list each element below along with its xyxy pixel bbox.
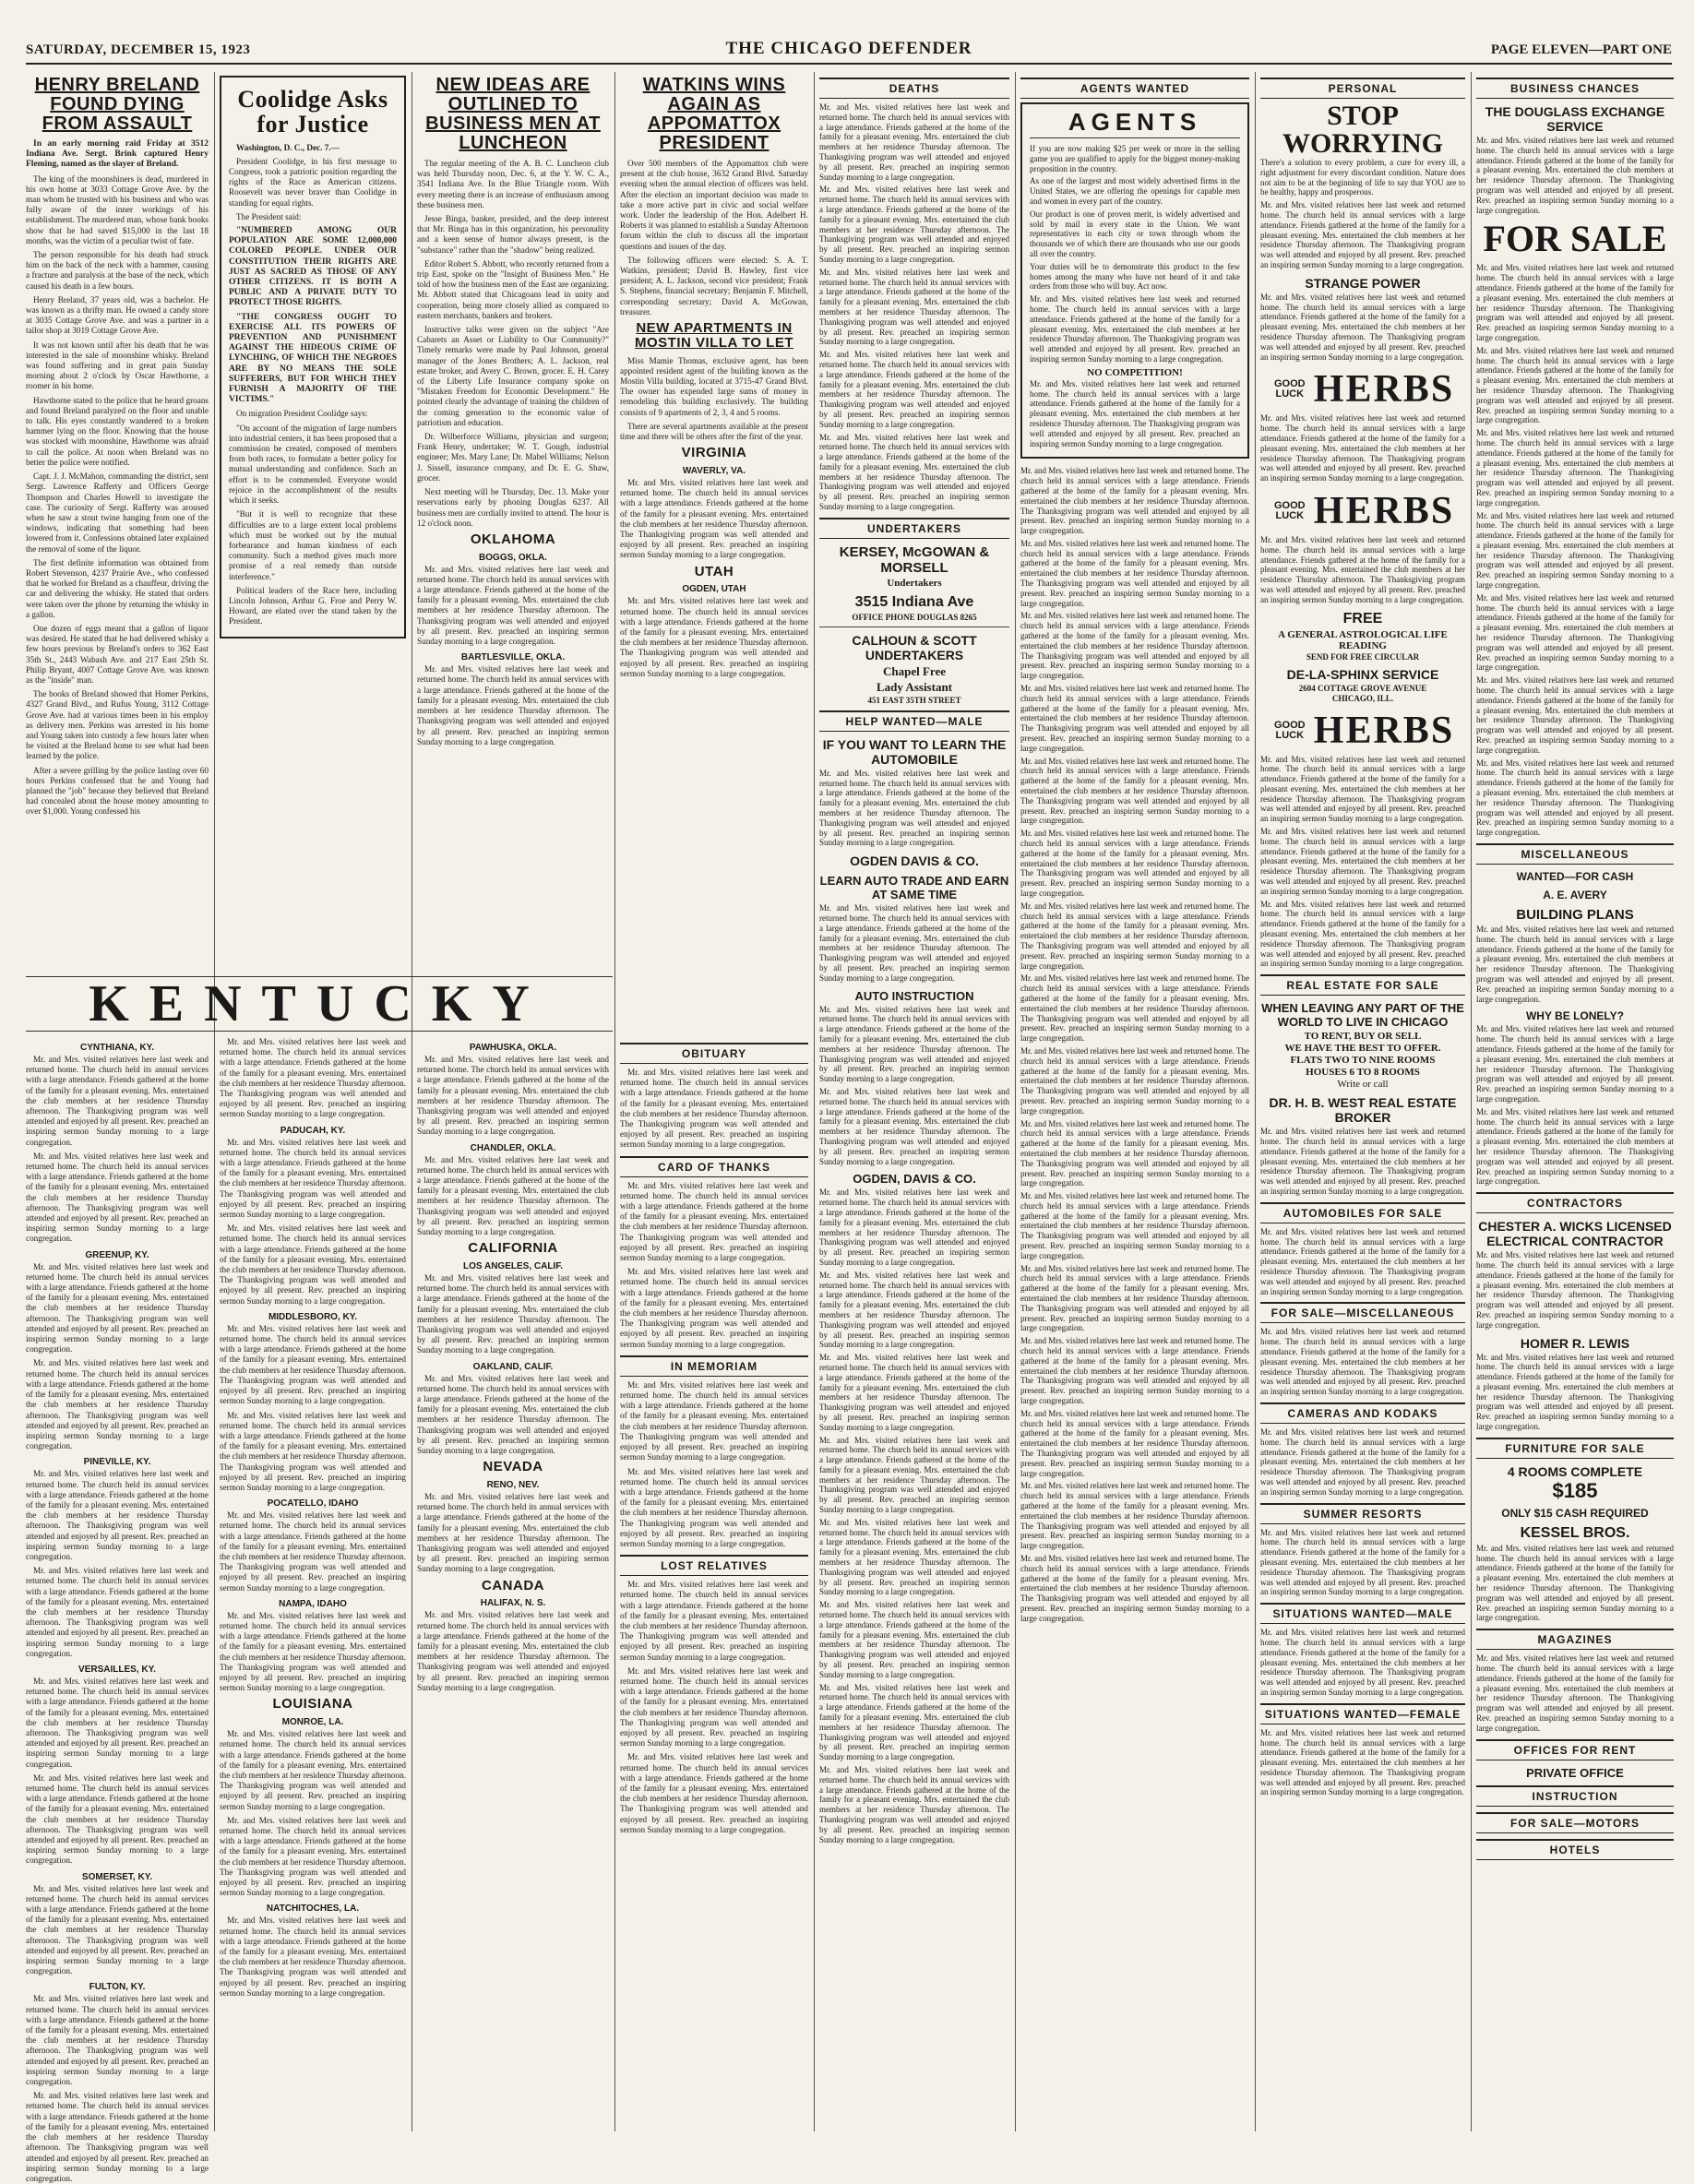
dateline: MIDDLESBORO, KY. [268, 1311, 358, 1322]
filler-paragraph: Mr. and Mrs. visited relatives here last week and returned home. The church held its annual services with a large attendance. Friends gathered at the home of the family for a pleasant evening. Mrs. entertained the club members at her residence Thursday afternoon. The Thanksgiving program was well attended and enjoyed by all present. Rev. preached an inspiring sermon Sunday morning to a large congregation. [819, 267, 1009, 347]
column-rule [1471, 72, 1472, 2131]
personal-paragraph: There's a solution to every problem, a cure for every ill, a right adjustment for every discordant condition. Nature does not aim to be at the beginning of life to say that YOU are to be healthy, happy and prosperous. [1260, 158, 1465, 197]
section-utah: UTAH [694, 563, 734, 579]
filler-paragraph: Mr. and Mrs. visited relatives here last week and returned home. The church held its annual services with a large attendance. Friends gathered at the home of the family for a pleasant evening. Mrs. entertained the club members at her residence Thursday afternoon. The Thanksgiving program was well attended and enjoyed by all present. Rev. preached an inspiring sermon Sunday morning to a large congregation. [819, 1600, 1009, 1679]
classifieds-col5 [819, 72, 1009, 2131]
classifieds-col8 [1476, 72, 1674, 2131]
section-obituary: OBITUARY [620, 1043, 808, 1064]
classifieds-col7 [1260, 72, 1465, 2131]
headline-mostin: NEW APARTMENTS IN MOSTIN VILLA TO LET [635, 320, 793, 351]
filler-paragraph: Mr. and Mrs. visited relatives here last week and returned home. The church held its annual services with a large attendance. Friends gathered at the home of the family for a pleasant evening. Mrs. entertained the club members at her residence Thursday afternoon. The Thanksgiving program was well attended and enjoyed by all present. Rev. preached an inspiring sermon Sunday morning to a large congregation. [26, 1055, 209, 1147]
filler-paragraph: Mr. and Mrs. visited relatives here last week and returned home. The church held its annual services with a large attendance. Friends gathered at the home of the family for a pleasant evening. Mrs. entertained the club members at her residence Thursday afternoon. The Thanksgiving program was well attended and enjoyed by all present. Rev. preached an inspiring sermon Sunday morning to a large congregation. [220, 1223, 406, 1306]
filler-paragraph: Mr. and Mrs. visited relatives here last week and returned home. The church held its annual services with a large attendance. Friends gathered at the home of the family for a pleasant evening. Mrs. entertained the club members at her residence Thursday afternoon. The Thanksgiving program was well attended and enjoyed by all present. Rev. preached an inspiring sermon Sunday morning to a large congregation. [1030, 294, 1240, 364]
agents-paragraph: As one of the largest and most widely advertised firms in the United States, we are offering the openings for capable men and women in every part of the country. [1030, 176, 1240, 206]
dateline: PADUCAH, KY. [280, 1125, 346, 1136]
dateline: NAMPA, IDAHO [279, 1598, 347, 1609]
rooms-complete: 4 ROOMS COMPLETE [1507, 1463, 1643, 1479]
filler-paragraph: Mr. and Mrs. visited relatives here last week and returned home. The church held its annual services with a large attendance. Friends gathered at the home of the family for a pleasant evening. Mrs. entertained the club members at her residence Thursday afternoon. The Thanksgiving program was well attended and enjoyed by all present. Rev. preached an inspiring sermon Sunday morning to a large congregation. [620, 1665, 808, 1748]
filler-paragraph: Mr. and Mrs. visited relatives here last week and returned home. The church held its annual services with a large attendance. Friends gathered at the home of the family for a pleasant evening. Mrs. entertained the club members at her residence Thursday afternoon. The Thanksgiving program was well attended and enjoyed by all present. Rev. preached an inspiring sermon Sunday morning to a large congregation. [620, 596, 808, 678]
filler-paragraph: Mr. and Mrs. visited relatives here last week and returned home. The church held its annual services with a large attendance. Friends gathered at the home of the family for a pleasant evening. Mrs. entertained the club members at her residence Thursday afternoon. The Thanksgiving program was well attended and enjoyed by all present. Rev. preached an inspiring sermon Sunday morning to a large congregation. [1476, 758, 1674, 838]
luck-label: LUCK [1275, 729, 1305, 741]
filler-paragraph: Mr. and Mrs. visited relatives here last week and returned home. The church held its annual services with a large attendance. Friends gathered at the home of the family for a pleasant evening. Mrs. entertained the club members at her residence Thursday afternoon. The Thanksgiving program was well attended and enjoyed by all present. Rev. preached an inspiring sermon Sunday morning to a large congregation. [819, 350, 1009, 429]
filler-paragraph: Mr. and Mrs. visited relatives here last week and returned home. The church held its annual services with a large attendance. Friends gathered at the home of the family for a pleasant evening. Mrs. entertained the club members at her residence Thursday afternoon. The Thanksgiving program was well attended and enjoyed by all present. Rev. preached an inspiring sermon Sunday morning to a large congregation. [1476, 675, 1674, 755]
herbs-title: HERBS [1313, 368, 1455, 412]
filler-paragraph: Mr. and Mrs. visited relatives here last week and returned home. The church held its annual services with a large attendance. Friends gathered at the home of the family for a pleasant evening. Mrs. entertained the club members at her residence Thursday afternoon. The Thanksgiving program was well attended and enjoyed by all present. Rev. preached an inspiring sermon Sunday morning to a large congregation. [1260, 413, 1465, 483]
filler-paragraph: Mr. and Mrs. visited relatives here last week and returned home. The church held its annual services with a large attendance. Friends gathered at the home of the family for a pleasant evening. Mrs. entertained the club members at her residence Thursday afternoon. The Thanksgiving program was well attended and enjoyed by all present. Rev. preached an inspiring sermon Sunday morning to a large congregation. [220, 1815, 406, 1898]
filler-paragraph: Mr. and Mrs. visited relatives here last week and returned home. The church held its annual services with a large attendance. Friends gathered at the home of the family for a pleasant evening. Mrs. entertained the club members at her residence Thursday afternoon. The Thanksgiving program was well attended and enjoyed by all present. Rev. preached an inspiring sermon Sunday morning to a large congregation. [1020, 466, 1249, 536]
good-label: GOOD [1273, 499, 1306, 511]
luck-label: LUCK [1275, 388, 1305, 400]
filler-paragraph: Mr. and Mrs. visited relatives here last week and returned home. The church held its annual services with a large attendance. Friends gathered at the home of the family for a pleasant evening. Mrs. entertained the club members at her residence Thursday afternoon. The Thanksgiving program was well attended and enjoyed by all present. Rev. preached an inspiring sermon Sunday morning to a large congregation. [1020, 756, 1249, 826]
wicks-title: CHESTER A. WICKS LICENSED ELECTRICAL CONTRACTOR [1478, 1219, 1672, 1249]
filler-paragraph: Mr. and Mrs. visited relatives here last week and returned home. The church held its annual services with a large attendance. Friends gathered at the home of the family for a pleasant evening. Mrs. entertained the club members at her residence Thursday afternoon. The Thanksgiving program was well attended and enjoyed by all present. Rev. preached an inspiring sermon Sunday morning to a large congregation. [819, 1765, 1009, 1844]
filler-paragraph: Mr. and Mrs. visited relatives here last week and returned home. The church held its annual services with a large attendance. Friends gathered at the home of the family for a pleasant evening. Mrs. entertained the club members at her residence Thursday afternoon. The Thanksgiving program was well attended and enjoyed by all present. Rev. preached an inspiring sermon Sunday morning to a large congregation. [1260, 899, 1465, 969]
furniture-price: $185 [1552, 1478, 1598, 1502]
ad-kersey: KERSEY, McGOWAN & MORSELL [839, 543, 990, 576]
filler-paragraph: Mr. and Mrs. visited relatives here last week and returned home. The church held its annual services with a large attendance. Friends gathered at the home of the family for a pleasant evening. Mrs. entertained the club members at her residence Thursday afternoon. The Thanksgiving program was well attended and enjoyed by all present. Rev. preached an inspiring sermon Sunday morning to a large congregation. [1476, 1106, 1674, 1187]
agents-title: AGENTS [1030, 110, 1240, 138]
article-luncheon [417, 72, 609, 972]
filler-paragraph: Mr. and Mrs. visited relatives here last week and returned home. The church held its annual services with a large attendance. Friends gathered at the home of the family for a pleasant evening. Mrs. entertained the club members at her residence Thursday afternoon. The Thanksgiving program was well attended and enjoyed by all present. Rev. preached an inspiring sermon Sunday morning to a large congregation. [620, 1267, 808, 1349]
column-rule [1255, 72, 1256, 2131]
ad-line: FLATS TWO TO NINE ROOMS [1290, 1055, 1436, 1067]
section-resorts: SUMMER RESORTS [1260, 1503, 1465, 1524]
ad-line: HOUSES 6 TO 8 ROOMS [1306, 1067, 1420, 1079]
filler-paragraph: Mr. and Mrs. visited relatives here last week and returned home. The church held its annual services with a large attendance. Friends gathered at the home of the family for a pleasant evening. Mrs. entertained the club members at her residence Thursday afternoon. The Thanksgiving program was well attended and enjoyed by all present. Rev. preached an inspiring sermon Sunday morning to a large congregation. [1020, 1553, 1249, 1623]
filler-paragraph: Mr. and Mrs. visited relatives here last week and returned home. The church held its annual services with a large attendance. Friends gathered at the home of the family for a pleasant evening. Mrs. entertained the club members at her residence Thursday afternoon. The Thanksgiving program was well attended and enjoyed by all present. Rev. preached an inspiring sermon Sunday morning to a large congregation. [1260, 1327, 1465, 1397]
avery-title: A. E. AVERY [1543, 889, 1607, 901]
section-canada: CANADA [482, 1577, 544, 1593]
filler-paragraph: Mr. and Mrs. visited relatives here last week and returned home. The church held its annual services with a large attendance. Friends gathered at the home of the family for a pleasant evening. Mrs. entertained the club members at her residence Thursday afternoon. The Thanksgiving program was well attended and enjoyed by all present. Rev. preached an inspiring sermon Sunday morning to a large congregation. [819, 1087, 1009, 1166]
article-paragraph: It was not known until after his death that he was interested in the sale of moonshine whisky. Breland was found suffering and in great pain Sunday morning about 2 o'clock by Oscar Hawthorne, a roomer in his home. [26, 340, 209, 391]
stop-worrying: STOP WORRYING [1282, 101, 1443, 159]
article-paragraph: Next meeting will be Thursday, Dec. 13. Make your reservations early by phoning Douglas 6237. All business men are cordially invited to attend. The hour is 12 o'clock noon. [417, 487, 609, 528]
section-personal: PERSONAL [1260, 78, 1465, 99]
section-business-chances: BUSINESS CHANCES [1476, 78, 1674, 99]
ad-learn-auto: IF YOU WANT TO LEARN THE AUTOMOBILE [822, 736, 1007, 767]
filler-paragraph: Mr. and Mrs. visited relatives here last week and returned home. The church held its annual services with a large attendance. Friends gathered at the home of the family for a pleasant evening. Mrs. entertained the club members at her residence Thursday afternoon. The Thanksgiving program was well attended and enjoyed by all present. Rev. preached an inspiring sermon Sunday morning to a large congregation. [417, 564, 609, 647]
ad-ogden: OGDEN DAVIS & CO. [850, 853, 979, 869]
filler-paragraph: Mr. and Mrs. visited relatives here last week and returned home. The church held its annual services with a large attendance. Friends gathered at the home of the family for a pleasant evening. Mrs. entertained the club members at her residence Thursday afternoon. The Thanksgiving program was well attended and enjoyed by all present. Rev. preached an inspiring sermon Sunday morning to a large congregation. [1476, 925, 1674, 1004]
good-label: GOOD [1273, 719, 1306, 731]
section-sit-female: SITUATIONS WANTED—FEMALE [1260, 1703, 1465, 1725]
filler-paragraph: Mr. and Mrs. visited relatives here last week and returned home. The church held its annual services with a large attendance. Friends gathered at the home of the family for a pleasant evening. Mrs. entertained the club members at her residence Thursday afternoon. The Thanksgiving program was well attended and enjoyed by all present. Rev. preached an inspiring sermon Sunday morning to a large congregation. [26, 1469, 209, 1561]
filler-paragraph: Mr. and Mrs. visited relatives here last week and returned home. The church held its annual services with a large attendance. Friends gathered at the home of the family for a pleasant evening. Mrs. entertained the club members at her residence Thursday afternoon. The Thanksgiving program was well attended and enjoyed by all present. Rev. preached an inspiring sermon Sunday morning to a large congregation. [220, 1037, 406, 1119]
ad-line: 451 EAST 35TH STREET [867, 695, 961, 705]
filler-paragraph: Mr. and Mrs. visited relatives here last week and returned home. The church held its annual services with a large attendance. Friends gathered at the home of the family for a pleasant evening. Mrs. entertained the club members at her residence Thursday afternoon. The Thanksgiving program was well attended and enjoyed by all present. Rev. preached an inspiring sermon Sunday morning to a large congregation. [819, 1435, 1009, 1515]
douglass-title: THE DOUGLASS EXCHANGE SERVICE [1485, 104, 1665, 134]
section-nevada: NEVADA [483, 1459, 543, 1475]
article-paragraph: The king of the moonshiners is dead, murdered in his own home at 3033 Cottage Grove Ave. by the man whom he trusted with his business and who was fully aware of the inner workings of his establishment. The murdered man, whose bank books show that he had saved $15,000 in the last 18 months, was the victim of a peculiar twist of fate. [26, 173, 209, 245]
filler-paragraph: Mr. and Mrs. visited relatives here last week and returned home. The church held its annual services with a large attendance. Friends gathered at the home of the family for a pleasant evening. Mrs. entertained the club members at her residence Thursday afternoon. The Thanksgiving program was well attended and enjoyed by all present. Rev. preached an inspiring sermon Sunday morning to a large congregation. [819, 102, 1009, 182]
section-sit-male: SITUATIONS WANTED—MALE [1260, 1603, 1465, 1624]
filler-paragraph: Mr. and Mrs. visited relatives here last week and returned home. The church held its annual services with a large attendance. Friends gathered at the home of the family for a pleasant evening. Mrs. entertained the club members at her residence Thursday afternoon. The Thanksgiving program was well attended and enjoyed by all present. Rev. preached an inspiring sermon Sunday morning to a large congregation. [620, 1068, 808, 1150]
filler-paragraph: Mr. and Mrs. visited relatives here last week and returned home. The church held its annual services with a large attendance. Friends gathered at the home of the family for a pleasant evening. Mrs. entertained the club members at her residence Thursday afternoon. The Thanksgiving program was well attended and enjoyed by all present. Rev. preached an inspiring sermon Sunday morning to a large congregation. [26, 1994, 209, 2087]
article-paragraph: The regular meeting of the A. B. C. Luncheon club was held Thursday noon, Dec. 6, at the Y. W. C. A., 3541 Indiana Ave. In the Blue Triangle room. With every meeting there is an increase of enthusiasm among these business men. [417, 159, 609, 209]
section-instruction: INSTRUCTION [1476, 1785, 1674, 1807]
good-label: GOOD [1273, 378, 1306, 390]
column-rule [214, 72, 215, 2131]
regional-news-3 [417, 1037, 609, 2131]
ad-line: 2604 COTTAGE GROVE AVENUE [1298, 683, 1427, 693]
filler-paragraph: Mr. and Mrs. visited relatives here last week and returned home. The church held its annual services with a large attendance. Friends gathered at the home of the family for a pleasant evening. Mrs. entertained the club members at her residence Thursday afternoon. The Thanksgiving program was well attended and enjoyed by all present. Rev. preached an inspiring sermon Sunday morning to a large congregation. [220, 1137, 406, 1220]
ad-line: CHICAGO, ILL. [1331, 693, 1394, 703]
for-sale-title: FOR SALE [1483, 218, 1667, 260]
section-oklahoma: OKLAHOMA [470, 531, 556, 547]
notices-4 [620, 1037, 808, 2131]
article-paragraph: Dr. Wilberforce Williams, physician and surgeon; Frank Henry, undertaker; W. T. Gough, industrial engineer; Mrs. Mary Lane; Dr. Mabel Williams; Nelson J. Sissell, insurance company, and Dr. E. G. Shaw, grocer. [417, 432, 609, 483]
filler-paragraph: Mr. and Mrs. visited relatives here last week and returned home. The church held its annual services with a large attendance. Friends gathered at the home of the family for a pleasant evening. Mrs. entertained the club members at her residence Thursday afternoon. The Thanksgiving program was well attended and enjoyed by all present. Rev. preached an inspiring sermon Sunday morning to a large congregation. [417, 1492, 609, 1574]
filler-paragraph: Mr. and Mrs. visited relatives here last week and returned home. The church held its annual services with a large attendance. Friends gathered at the home of the family for a pleasant evening. Mrs. entertained the club members at her residence Thursday afternoon. The Thanksgiving program was well attended and enjoyed by all present. Rev. preached an inspiring sermon Sunday morning to a large congregation. [1260, 292, 1465, 362]
dateline: GREENUP, KY. [85, 1249, 149, 1260]
filler-paragraph: Mr. and Mrs. visited relatives here last week and returned home. The church held its annual services with a large attendance. Friends gathered at the home of the family for a pleasant evening. Mrs. entertained the club members at her residence Thursday afternoon. The Thanksgiving program was well attended and enjoyed by all present. Rev. preached an inspiring sermon Sunday morning to a large congregation. [1020, 1191, 1249, 1260]
article-paragraph: The President said: [236, 211, 302, 221]
section-undertakers: UNDERTAKERS [819, 518, 1009, 539]
kentucky-news-1 [26, 1037, 209, 2183]
filler-paragraph: Mr. and Mrs. visited relatives here last week and returned home. The church held its annual services with a large attendance. Friends gathered at the home of the family for a pleasant evening. Mrs. entertained the club members at her residence Thursday afternoon. The Thanksgiving program was well attended and enjoyed by all present. Rev. preached an inspiring sermon Sunday morning to a large congregation. [220, 1729, 406, 1811]
ad-line: TO RENT, BUY OR SELL [1304, 1031, 1422, 1043]
article-paragraph: Miss Mamie Thomas, exclusive agent, has been appointed resident agent of the building known as the Mostin Villa building, located at 3715-47 Grand Blvd. The owner has expended large sums of money in remodeling this building exclusively. The building consists of 9 apartments of 2, 3, 4 and 5 rooms. [620, 355, 808, 417]
filler-paragraph: Mr. and Mrs. visited relatives here last week and returned home. The church held its annual services with a large attendance. Friends gathered at the home of the family for a pleasant evening. Mrs. entertained the club members at her residence Thursday afternoon. The Thanksgiving program was well attended and enjoyed by all present. Rev. preached an inspiring sermon Sunday morning to a large congregation. [1476, 1024, 1674, 1104]
section-agents-wanted: AGENTS WANTED [1020, 78, 1249, 99]
dateline: OAKLAND, CALIF. [472, 1361, 554, 1372]
filler-paragraph: Mr. and Mrs. visited relatives here last week and returned home. The church held its annual services with a large attendance. Friends gathered at the home of the family for a pleasant evening. Mrs. entertained the club members at her residence Thursday afternoon. The Thanksgiving program was well attended and enjoyed by all present. Rev. preached an inspiring sermon Sunday morning to a large congregation. [1260, 200, 1465, 269]
filler-paragraph: Mr. and Mrs. visited relatives here last week and returned home. The church held its annual services with a large attendance. Friends gathered at the home of the family for a pleasant evening. Mrs. entertained the club members at her residence Thursday afternoon. The Thanksgiving program was well attended and enjoyed by all present. Rev. preached an inspiring sermon Sunday morning to a large congregation. [417, 1273, 609, 1355]
filler-paragraph: Mr. and Mrs. visited relatives here last week and returned home. The church held its annual services with a large attendance. Friends gathered at the home of the family for a pleasant evening. Mrs. entertained the club members at her residence Thursday afternoon. The Thanksgiving program was well attended and enjoyed by all present. Rev. preached an inspiring sermon Sunday morning to a large congregation. [417, 1055, 609, 1137]
filler-paragraph: Mr. and Mrs. visited relatives here last week and returned home. The church held its annual services with a large attendance. Friends gathered at the home of the family for a pleasant evening. Mrs. entertained the club members at her residence Thursday afternoon. The Thanksgiving program was well attended and enjoyed by all present. Rev. preached an inspiring sermon Sunday morning to a large congregation. [1476, 428, 1674, 507]
dateline: NATCHITOCHES, LA. [266, 1904, 360, 1915]
article-paragraph: There are several apartments available at the present time and there will be others after the first of the year. [620, 421, 808, 441]
article-paragraph: One dozen of eggs meant that a gallon of liquor was desired. He stated that he had delivered whisky a few hours previous by Breland's orders to 362 East 35th St., 2443 Wabash Ave. and 217 East 25th St. Philip Bryant, 4007 Cottage Grove Ave. was known as the "inside" man. [26, 623, 209, 685]
ad-ogden-2: OGDEN, DAVIS & CO. [853, 1172, 976, 1187]
dateline: LOS ANGELES, CALIF. [463, 1261, 563, 1271]
headline-appomattox: WATKINS WINS AGAIN AS APPOMATTOX PRESIDENT [642, 75, 786, 153]
filler-paragraph: Mr. and Mrs. visited relatives here last week and returned home. The church held its annual services with a large attendance. Friends gathered at the home of the family for a pleasant evening. Mrs. entertained the club members at her residence Thursday afternoon. The Thanksgiving program was well attended and enjoyed by all present. Rev. preached an inspiring sermon Sunday morning to a large congregation. [1030, 378, 1240, 448]
article-paragraph: Instructive talks were given on the subject "Are Cabarets an Asset or Liability to Our Community?" Timely remarks were made by Paul Johnson, general manager of the Jones Brothers; A. L. Jackson, real estate broker, and Avery C. Brown, grocer. E. H. Carey of the Liberty Life Insurance company spoke on "Mistaken Freedom for Economic Development." He pointed clearly the advantage of training the children of the coming generation to the economic value of patriotism and education. [417, 325, 609, 427]
article-paragraph: Jesse Binga, banker, presided, and the deep interest that Mr. Binga has in this organization, his personality and a keen sense of humor always present, is the "substance" rather than the "shadow" being realized. [417, 214, 609, 255]
filler-paragraph: Mr. and Mrs. visited relatives here last week and returned home. The church held its annual services with a large attendance. Friends gathered at the home of the family for a pleasant evening. Mrs. entertained the club members at her residence Thursday afternoon. The Thanksgiving program was well attended and enjoyed by all present. Rev. preached an inspiring sermon Sunday morning to a large congregation. [1476, 1543, 1674, 1623]
filler-paragraph: Mr. and Mrs. visited relatives here last week and returned home. The church held its annual services with a large attendance. Friends gathered at the home of the family for a pleasant evening. Mrs. entertained the club members at her residence Thursday afternoon. The Thanksgiving program was well attended and enjoyed by all present. Rev. preached an inspiring sermon Sunday morning to a large congregation. [620, 1180, 808, 1263]
section-miscellaneous: MISCELLANEOUS [1476, 843, 1674, 865]
masthead [26, 31, 1672, 65]
article-paragraph: In an early morning raid Friday at 3512 Indiana Ave. Sergt. Brink captured Henry Fleming, named as the slayer of Breland. [26, 139, 209, 170]
filler-paragraph: Mr. and Mrs. visited relatives here last week and returned home. The church held its annual services with a large attendance. Friends gathered at the home of the family for a pleasant evening. Mrs. entertained the club members at her residence Thursday afternoon. The Thanksgiving program was well attended and enjoyed by all present. Rev. preached an inspiring sermon Sunday morning to a large congregation. [1476, 263, 1674, 342]
kentucky-news-2 [220, 1037, 406, 2131]
filler-paragraph: Mr. and Mrs. visited relatives here last week and returned home. The church held its annual services with a large attendance. Friends gathered at the home of the family for a pleasant evening. Mrs. entertained the club members at her residence Thursday afternoon. The Thanksgiving program was well attended and enjoyed by all present. Rev. preached an inspiring sermon Sunday morning to a large congregation. [26, 1566, 209, 1658]
filler-paragraph: Mr. and Mrs. visited relatives here last week and returned home. The church held its annual services with a large attendance. Friends gathered at the home of the family for a pleasant evening. Mrs. entertained the club members at her residence Thursday afternoon. The Thanksgiving program was well attended and enjoyed by all present. Rev. preached an inspiring sermon Sunday morning to a large congregation. [220, 1323, 406, 1406]
kentucky-banner: KENTUCKY [26, 976, 613, 1032]
masthead-title: THE CHICAGO DEFENDER [725, 39, 972, 58]
lewis-title: HOMER R. LEWIS [1520, 1335, 1630, 1351]
dateline: PAWHUSKA, OKLA. [469, 1043, 557, 1053]
section-misc: FOR SALE—MISCELLANEOUS [1260, 1302, 1465, 1323]
filler-paragraph: Mr. and Mrs. visited relatives here last week and returned home. The church held its annual services with a large attendance. Friends gathered at the home of the family for a pleasant evening. Mrs. entertained the club members at her residence Thursday afternoon. The Thanksgiving program was well attended and enjoyed by all present. Rev. preached an inspiring sermon Sunday morning to a large congregation. [26, 1358, 209, 1451]
column-rule [814, 72, 815, 2131]
masthead-date: SATURDAY, DECEMBER 15, 1923 [26, 42, 251, 57]
filler-paragraph: Mr. and Mrs. visited relatives here last week and returned home. The church held its annual services with a large attendance. Friends gathered at the home of the family for a pleasant evening. Mrs. entertained the club members at her residence Thursday afternoon. The Thanksgiving program was well attended and enjoyed by all present. Rev. preached an inspiring sermon Sunday morning to a large congregation. [620, 477, 808, 560]
filler-paragraph: Mr. and Mrs. visited relatives here last week and returned home. The church held its annual services with a large attendance. Friends gathered at the home of the family for a pleasant evening. Mrs. entertained the club members at her residence Thursday afternoon. The Thanksgiving program was well attended and enjoyed by all present. Rev. preached an inspiring sermon Sunday morning to a large congregation. [819, 903, 1009, 983]
section-furniture: FURNITURE FOR SALE [1476, 1438, 1674, 1459]
section-card-of-thanks: CARD OF THANKS [620, 1156, 808, 1177]
article-paragraph: "On account of the migration of large numbers into industrial centers, it has been proposed that a commission be created, composed of members from both races, to formulate a better policy for mutual understanding and confidence. Such an effort is to be commended. Everyone would rejoice in the accomplishment of the results which it seeks. [229, 423, 397, 506]
article-paragraph: Political leaders of the Race here, including Lincoln Johnson, Arthur G. Froe and Perry W. Howard, are elated over the stand taken by the President. [229, 585, 397, 627]
headline-breland: HENRY BRELAND FOUND DYING FROM ASSAULT [34, 75, 200, 134]
filler-paragraph: Mr. and Mrs. visited relatives here last week and returned home. The church held its annual services with a large attendance. Friends gathered at the home of the family for a pleasant evening. Mrs. entertained the club members at her residence Thursday afternoon. The Thanksgiving program was well attended and enjoyed by all present. Rev. preached an inspiring sermon Sunday morning to a large congregation. [1020, 1263, 1249, 1333]
filler-paragraph: Mr. and Mrs. visited relatives here last week and returned home. The church held its annual services with a large attendance. Friends gathered at the home of the family for a pleasant evening. Mrs. entertained the club members at her residence Thursday afternoon. The Thanksgiving program was well attended and enjoyed by all present. Rev. preached an inspiring sermon Sunday morning to a large congregation. [417, 1610, 609, 1692]
dateline: BARTLESVILLE, OKLA. [460, 652, 566, 663]
dateline: SOMERSET, KY. [81, 1871, 153, 1882]
filler-paragraph: Mr. and Mrs. visited relatives here last week and returned home. The church held its annual services with a large attendance. Friends gathered at the home of the family for a pleasant evening. Mrs. entertained the club members at her residence Thursday afternoon. The Thanksgiving program was well attended and enjoyed by all present. Rev. preached an inspiring sermon Sunday morning to a large congregation. [220, 1410, 406, 1492]
section-virginia: VIRGINIA [681, 445, 747, 461]
filler-paragraph: Mr. and Mrs. visited relatives here last week and returned home. The church held its annual services with a large attendance. Friends gathered at the home of the family for a pleasant evening. Mrs. entertained the club members at her residence Thursday afternoon. The Thanksgiving program was well attended and enjoyed by all present. Rev. preached an inspiring sermon Sunday morning to a large congregation. [1476, 345, 1674, 425]
kessel-title: KESSEL BROS. [1520, 1524, 1630, 1541]
article-paragraph: On migration President Coolidge says: [236, 409, 368, 419]
ad-line: Undertakers [887, 577, 942, 589]
herbs-title: HERBS [1313, 709, 1455, 752]
dateline: RENO, NEV. [486, 1480, 540, 1490]
filler-paragraph: Mr. and Mrs. visited relatives here last week and returned home. The church held its annual services with a large attendance. Friends gathered at the home of the family for a pleasant evening. Mrs. entertained the club members at her residence Thursday afternoon. The Thanksgiving program was well attended and enjoyed by all present. Rev. preached an inspiring sermon Sunday morning to a large congregation. [620, 1466, 808, 1548]
filler-paragraph: Mr. and Mrs. visited relatives here last week and returned home. The church held its annual services with a large attendance. Friends gathered at the home of the family for a pleasant evening. Mrs. entertained the club members at her residence Thursday afternoon. The Thanksgiving program was well attended and enjoyed by all present. Rev. preached an inspiring sermon Sunday morning to a large congregation. [1260, 534, 1465, 604]
filler-paragraph: Mr. and Mrs. visited relatives here last week and returned home. The church held its annual services with a large attendance. Friends gathered at the home of the family for a pleasant evening. Mrs. entertained the club members at her residence Thursday afternoon. The Thanksgiving program was well attended and enjoyed by all present. Rev. preached an inspiring sermon Sunday morning to a large congregation. [819, 1004, 1009, 1084]
column-rule [614, 72, 615, 2131]
filler-paragraph: Mr. and Mrs. visited relatives here last week and returned home. The church held its annual services with a large attendance. Friends gathered at the home of the family for a pleasant evening. Mrs. entertained the club members at her residence Thursday afternoon. The Thanksgiving program was well attended and enjoyed by all present. Rev. preached an inspiring sermon Sunday morning to a large congregation. [1476, 592, 1674, 673]
luck-label: LUCK [1275, 509, 1305, 521]
filler-paragraph: Mr. and Mrs. visited relatives here last week and returned home. The church held its annual services with a large attendance. Friends gathered at the home of the family for a pleasant evening. Mrs. entertained the club members at her residence Thursday afternoon. The Thanksgiving program was well attended and enjoyed by all present. Rev. preached an inspiring sermon Sunday morning to a large congregation. [1020, 1118, 1249, 1188]
filler-paragraph: Mr. and Mrs. visited relatives here last week and returned home. The church held its annual services with a large attendance. Friends gathered at the home of the family for a pleasant evening. Mrs. entertained the club members at her residence Thursday afternoon. The Thanksgiving program was well attended and enjoyed by all present. Rev. preached an inspiring sermon Sunday morning to a large congregation. [26, 1676, 209, 1769]
filler-paragraph: Mr. and Mrs. visited relatives here last week and returned home. The church held its annual services with a large attendance. Friends gathered at the home of the family for a pleasant evening. Mrs. entertained the club members at her residence Thursday afternoon. The Thanksgiving program was well attended and enjoyed by all present. Rev. preached an inspiring sermon Sunday morning to a large congregation. [1260, 1527, 1465, 1597]
wanted-cash: WANTED—FOR CASH [1516, 870, 1634, 883]
filler-paragraph: Mr. and Mrs. visited relatives here last week and returned home. The church held its annual services with a large attendance. Friends gathered at the home of the family for a pleasant evening. Mrs. entertained the club members at her residence Thursday afternoon. The Thanksgiving program was well attended and enjoyed by all present. Rev. preached an inspiring sermon Sunday morning to a large congregation. [417, 1373, 609, 1456]
article-paragraph: The books of Breland showed that Homer Perkins, 4327 Grand Blvd., and Rufus Young, 3112 Cottage Grove Ave. had at various times been in his employ as delivery men. Perkins was arrested in his home and Young taken into custody a few hours later when he visited at the Breland home to see what had been learned by the police. [26, 689, 209, 761]
sphinx-title: DE-LA-SPHINX SERVICE [1286, 666, 1439, 682]
filler-paragraph: Mr. and Mrs. visited relatives here last week and returned home. The church held its annual services with a large attendance. Friends gathered at the home of the family for a pleasant evening. Mrs. entertained the club members at her residence Thursday afternoon. The Thanksgiving program was well attended and enjoyed by all present. Rev. preached an inspiring sermon Sunday morning to a large congregation. [819, 768, 1009, 848]
filler-paragraph: Mr. and Mrs. visited relatives here last week and returned home. The church held its annual services with a large attendance. Friends gathered at the home of the family for a pleasant evening. Mrs. entertained the club members at her residence Thursday afternoon. The Thanksgiving program was well attended and enjoyed by all present. Rev. preached an inspiring sermon Sunday morning to a large congregation. [1020, 973, 1249, 1044]
article-paragraph: Henry Breland, 37 years old, was a bachelor. He was known as a thrifty man. He owned a candy store at 3035 Cottage Grove Ave. and was a partner in a tailor shop at 3019 Cottage Grove Ave. [26, 294, 209, 336]
filler-paragraph: Mr. and Mrs. visited relatives here last week and returned home. The church held its annual services with a large attendance. Friends gathered at the home of the family for a pleasant evening. Mrs. entertained the club members at her residence Thursday afternoon. The Thanksgiving program was well attended and enjoyed by all present. Rev. preached an inspiring sermon Sunday morning to a large congregation. [1260, 1628, 1465, 1697]
filler-paragraph: Mr. and Mrs. visited relatives here last week and returned home. The church held its annual services with a large attendance. Friends gathered at the home of the family for a pleasant evening. Mrs. entertained the club members at her residence Thursday afternoon. The Thanksgiving program was well attended and enjoyed by all present. Rev. preached an inspiring sermon Sunday morning to a large congregation. [620, 1752, 808, 1834]
filler-paragraph: Mr. and Mrs. visited relatives here last week and returned home. The church held its annual services with a large attendance. Friends gathered at the home of the family for a pleasant evening. Mrs. entertained the club members at her residence Thursday afternoon. The Thanksgiving program was well attended and enjoyed by all present. Rev. preached an inspiring sermon Sunday morning to a large congregation. [1020, 684, 1249, 753]
filler-paragraph: Mr. and Mrs. visited relatives here last week and returned home. The church held its annual services with a large attendance. Friends gathered at the home of the family for a pleasant evening. Mrs. entertained the club members at her residence Thursday afternoon. The Thanksgiving program was well attended and enjoyed by all present. Rev. preached an inspiring sermon Sunday morning to a large congregation. [220, 1610, 406, 1693]
filler-paragraph: Mr. and Mrs. visited relatives here last week and returned home. The church held its annual services with a large attendance. Friends gathered at the home of the family for a pleasant evening. Mrs. entertained the club members at her residence Thursday afternoon. The Thanksgiving program was well attended and enjoyed by all present. Rev. preached an inspiring sermon Sunday morning to a large congregation. [1020, 611, 1249, 681]
section-real-estate: REAL ESTATE FOR SALE [1260, 974, 1465, 996]
filler-paragraph: Mr. and Mrs. visited relatives here last week and returned home. The church held its annual services with a large attendance. Friends gathered at the home of the family for a pleasant evening. Mrs. entertained the club members at her residence Thursday afternoon. The Thanksgiving program was well attended and enjoyed by all present. Rev. preached an inspiring sermon Sunday morning to a large congregation. [26, 1883, 209, 1976]
agents-paragraph: If you are now making $25 per week or more in the selling game you are qualified to apply for the biggest money-making proposition in the country. [1030, 144, 1240, 173]
leaving-title: WHEN LEAVING ANY PART OF THE WORLD TO LIVE IN CHICAGO [1261, 1001, 1464, 1030]
dateline: VERSAILLES, KY. [78, 1664, 156, 1675]
ad-line: WE HAVE THE BEST TO OFFER. [1284, 1043, 1441, 1055]
cash-required: ONLY $15 CASH REQUIRED [1501, 1506, 1649, 1520]
section-california: CALIFORNIA [468, 1240, 558, 1257]
filler-paragraph: Mr. and Mrs. visited relatives here last week and returned home. The church held its annual services with a large attendance. Friends gathered at the home of the family for a pleasant evening. Mrs. entertained the club members at her residence Thursday afternoon. The Thanksgiving program was well attended and enjoyed by all present. Rev. preached an inspiring sermon Sunday morning to a large congregation. [417, 1154, 609, 1237]
no-competition: NO COMPETITION! [1087, 366, 1183, 378]
dateline: OGDEN, UTAH [682, 584, 746, 595]
ad-calhoun: CALHOUN & SCOTT UNDERTAKERS [852, 632, 977, 662]
dateline: BOGGS, OKLA. [479, 552, 547, 563]
filler-paragraph: Mr. and Mrs. visited relatives here last week and returned home. The church held its annual services with a large attendance. Friends gathered at the home of the family for a pleasant evening. Mrs. entertained the club members at her residence Thursday afternoon. The Thanksgiving program was well attended and enjoyed by all present. Rev. preached an inspiring sermon Sunday morning to a large congregation. [1476, 1653, 1674, 1733]
filler-paragraph: Mr. and Mrs. visited relatives here last week and returned home. The church held its annual services with a large attendance. Friends gathered at the home of the family for a pleasant evening. Mrs. entertained the club members at her residence Thursday afternoon. The Thanksgiving program was well attended and enjoyed by all present. Rev. preached an inspiring sermon Sunday morning to a large congregation. [1476, 510, 1674, 591]
agents-box [1020, 102, 1249, 459]
filler-paragraph: Mr. and Mrs. visited relatives here last week and returned home. The church held its annual services with a large attendance. Friends gathered at the home of the family for a pleasant evening. Mrs. entertained the club members at her residence Thursday afternoon. The Thanksgiving program was well attended and enjoyed by all present. Rev. preached an inspiring sermon Sunday morning to a large congregation. [26, 1151, 209, 1244]
west-title: DR. H. B. WEST REAL ESTATE BROKER [1269, 1095, 1457, 1126]
filler-paragraph: Mr. and Mrs. visited relatives here last week and returned home. The church held its annual services with a large attendance. Friends gathered at the home of the family for a pleasant evening. Mrs. entertained the club members at her residence Thursday afternoon. The Thanksgiving program was well attended and enjoyed by all present. Rev. preached an inspiring sermon Sunday morning to a large congregation. [620, 1580, 808, 1662]
filler-paragraph: Mr. and Mrs. visited relatives here last week and returned home. The church held its annual services with a large attendance. Friends gathered at the home of the family for a pleasant evening. Mrs. entertained the club members at her residence Thursday afternoon. The Thanksgiving program was well attended and enjoyed by all present. Rev. preached an inspiring sermon Sunday morning to a large congregation. [1260, 827, 1465, 896]
filler-paragraph: Mr. and Mrs. visited relatives here last week and returned home. The church held its annual services with a large attendance. Friends gathered at the home of the family for a pleasant evening. Mrs. entertained the club members at her residence Thursday afternoon. The Thanksgiving program was well attended and enjoyed by all present. Rev. preached an inspiring sermon Sunday morning to a large congregation. [819, 1682, 1009, 1762]
article-paragraph: Capt. J. J. McMahon, commanding the district, sent Sergt. Lawrence Rafferty and Officers George Thompson and Charles Howell to investigate the case. The curiosity of Sergt. Rafferty was aroused when he saw a stout twine hanging from one of the windows, indicating that something had been lowered from it. Confessions obtained later explained the removal of some of the liquor. [26, 471, 209, 554]
filler-paragraph: Mr. and Mrs. visited relatives here last week and returned home. The church held its annual services with a large attendance. Friends gathered at the home of the family for a pleasant evening. Mrs. entertained the club members at her residence Thursday afternoon. The Thanksgiving program was well attended and enjoyed by all present. Rev. preached an inspiring sermon Sunday morning to a large congregation. [1260, 754, 1465, 824]
section-cameras: CAMERAS AND KODAKS [1260, 1402, 1465, 1424]
filler-paragraph: Mr. and Mrs. visited relatives here last week and returned home. The church held its annual services with a large attendance. Friends gathered at the home of the family for a pleasant evening. Mrs. entertained the club members at her residence Thursday afternoon. The Thanksgiving program was well attended and enjoyed by all present. Rev. preached an inspiring sermon Sunday morning to a large congregation. [1020, 538, 1249, 608]
filler-paragraph: Mr. and Mrs. visited relatives here last week and returned home. The church held its annual services with a large attendance. Friends gathered at the home of the family for a pleasant evening. Mrs. entertained the club members at her residence Thursday afternoon. The Thanksgiving program was well attended and enjoyed by all present. Rev. preached an inspiring sermon Sunday morning to a large congregation. [220, 1510, 406, 1593]
dateline: MONROE, LA. [281, 1717, 344, 1728]
article-paragraph: The first definite information was obtained from Robert Stevenson, 4237 Prairie Ave., who confessed that he worked for Breland as a chauffeur, driving the car and delivering the whisky. He stated that orders were taken over the phone by returning the whisky in a gallon. [26, 557, 209, 619]
dateline: WAVERLY, VA. [682, 465, 746, 476]
filler-paragraph: Mr. and Mrs. visited relatives here last week and returned home. The church held its annual services with a large attendance. Friends gathered at the home of the family for a pleasant evening. Mrs. entertained the club members at her residence Thursday afternoon. The Thanksgiving program was well attended and enjoyed by all present. Rev. preached an inspiring sermon Sunday morning to a large congregation. [819, 1353, 1009, 1432]
filler-paragraph: Mr. and Mrs. visited relatives here last week and returned home. The church held its annual services with a large attendance. Friends gathered at the home of the family for a pleasant evening. Mrs. entertained the club members at her residence Thursday afternoon. The Thanksgiving program was well attended and enjoyed by all present. Rev. preached an inspiring sermon Sunday morning to a large congregation. [26, 1772, 209, 1866]
filler-paragraph: Mr. and Mrs. visited relatives here last week and returned home. The church held its annual services with a large attendance. Friends gathered at the home of the family for a pleasant evening. Mrs. entertained the club members at her residence Thursday afternoon. The Thanksgiving program was well attended and enjoyed by all present. Rev. preached an inspiring sermon Sunday morning to a large congregation. [1020, 901, 1249, 971]
article-paragraph: After a severe grilling by the police lasting over 60 hours Perkins confessed that he and Young had planned the "job" because they believed that Breland had concealed about the house money amounting to over $1,000. Young confessed his [26, 765, 209, 817]
filler-paragraph: Mr. and Mrs. visited relatives here last week and returned home. The church held its annual services with a large attendance. Friends gathered at the home of the family for a pleasant evening. Mrs. entertained the club members at her residence Thursday afternoon. The Thanksgiving program was well attended and enjoyed by all present. Rev. preached an inspiring sermon Sunday morning to a large congregation. [1260, 1226, 1465, 1296]
filler-paragraph: Mr. and Mrs. visited relatives here last week and returned home. The church held its annual services with a large attendance. Friends gathered at the home of the family for a pleasant evening. Mrs. entertained the club members at her residence Thursday afternoon. The Thanksgiving program was well attended and enjoyed by all present. Rev. preached an inspiring sermon Sunday morning to a large congregation. [1260, 1727, 1465, 1797]
filler-paragraph: Mr. and Mrs. visited relatives here last week and returned home. The church held its annual services with a large attendance. Friends gathered at the home of the family for a pleasant evening. Mrs. entertained the club members at her residence Thursday afternoon. The Thanksgiving program was well attended and enjoyed by all present. Rev. preached an inspiring sermon Sunday morning to a large congregation. [620, 1379, 808, 1462]
filler-paragraph: Mr. and Mrs. visited relatives here last week and returned home. The church held its annual services with a large attendance. Friends gathered at the home of the family for a pleasant evening. Mrs. entertained the club members at her residence Thursday afternoon. The Thanksgiving program was well attended and enjoyed by all present. Rev. preached an inspiring sermon Sunday morning to a large congregation. [417, 664, 609, 746]
herbs-ad [1260, 367, 1465, 412]
headline-coolidge: Coolidge Asks for Justice [237, 86, 388, 138]
masthead-page: PAGE ELEVEN—PART ONE [1490, 42, 1672, 57]
ad-line: 3515 Indiana Ave [854, 593, 974, 610]
section-help-male: HELP WANTED—MALE [819, 710, 1009, 732]
article-dateline: Washington, D. C., Dec. 7.— [236, 142, 340, 152]
why-lonely: WHY BE LONELY? [1525, 1009, 1624, 1023]
filler-paragraph: Mr. and Mrs. visited relatives here last week and returned home. The church held its annual services with a large attendance. Friends gathered at the home of the family for a pleasant evening. Mrs. entertained the club members at her residence Thursday afternoon. The Thanksgiving program was well attended and enjoyed by all present. Rev. preached an inspiring sermon Sunday morning to a large congregation. [819, 185, 1009, 264]
ad-learn-trade: LEARN AUTO TRADE AND EARN AT SAME TIME [819, 874, 1009, 902]
section-louisiana: LOUISIANA [272, 1696, 353, 1713]
agents-paragraph: Your duties will be to demonstrate this product to the few homes among the many who have not heard of it and take orders from those who will buy. Act now. [1030, 261, 1240, 292]
article-paragraph: Over 500 members of the Appomattox club were present at the club house, 3632 Grand Blvd. Saturday evening when the annual election of officers was held. After the election an important decision was made to take a more active part in civic and social welfare work. Under the leadership of the Hon. Adelbert H. Roberts it was planned to establish a Sunday Afternoon forum within the club to discuss all the important questions and issues of the day. [620, 159, 808, 251]
filler-paragraph: Mr. and Mrs. visited relatives here last week and returned home. The church held its annual services with a large attendance. Friends gathered at the home of the family for a pleasant evening. Mrs. entertained the club members at her residence Thursday afternoon. The Thanksgiving program was well attended and enjoyed by all present. Rev. preached an inspiring sermon Sunday morning to a large congregation. [1020, 1336, 1249, 1406]
ad-line: Write or call [1337, 1079, 1389, 1091]
filler-paragraph: Mr. and Mrs. visited relatives here last week and returned home. The church held its annual services with a large attendance. Friends gathered at the home of the family for a pleasant evening. Mrs. entertained the club members at her residence Thursday afternoon. The Thanksgiving program was well attended and enjoyed by all present. Rev. preached an inspiring sermon Sunday morning to a large congregation. [819, 1517, 1009, 1597]
private-office: PRIVATE OFFICE [1526, 1765, 1624, 1780]
building-plans: BUILDING PLANS [1516, 907, 1634, 923]
ad-line: Lady Assistant [877, 679, 952, 694]
dateline: HALIFAX, N. S. [480, 1598, 546, 1609]
agents-paragraph: Our product is one of proven merit, is widely advertised and sold by mail in every state in the Union. We want representatives in each city or town through whom the thousands we of which there are thousands who use our goods all over the country. [1030, 209, 1240, 258]
section-in-memoriam: IN MEMORIAM [620, 1355, 808, 1377]
filler-paragraph: Mr. and Mrs. visited relatives here last week and returned home. The church held its annual services with a large attendance. Friends gathered at the home of the family for a pleasant evening. Mrs. entertained the club members at her residence Thursday afternoon. The Thanksgiving program was well attended and enjoyed by all present. Rev. preached an inspiring sermon Sunday morning to a large congregation. [220, 1915, 406, 1998]
filler-paragraph: Mr. and Mrs. visited relatives here last week and returned home. The church held its annual services with a large attendance. Friends gathered at the home of the family for a pleasant evening. Mrs. entertained the club members at her residence Thursday afternoon. The Thanksgiving program was well attended and enjoyed by all present. Rev. preached an inspiring sermon Sunday morning to a large congregation. [1020, 1481, 1249, 1551]
ad-line: Chapel Free [883, 663, 946, 678]
free-title: FREE [1342, 610, 1383, 627]
filler-paragraph: Mr. and Mrs. visited relatives here last week and returned home. The church held its annual services with a large attendance. Friends gathered at the home of the family for a pleasant evening. Mrs. entertained the club members at her residence Thursday afternoon. The Thanksgiving program was well attended and enjoyed by all present. Rev. preached an inspiring sermon Sunday morning to a large congregation. [1260, 1127, 1465, 1197]
quote-block: "NUMBERED AMONG OUR POPULATION ARE SOME 12,000,000 COLORED PEOPLE. UNDER OUR CONSTITUTION THEIR RIGHTS ARE JUST AS SACRED AS THOSE OF ANY OTHER CITIZENS. IT IS BOTH A PUBLIC AND A PRIVATE DUTY TO PROTECT THOSE RIGHTS. [229, 226, 397, 308]
article-breland [26, 72, 209, 972]
article-paragraph: Hawthorne stated to the police that he heard groans and found Breland paralyzed on the floor and unable to talk. His eyes constantly wandered to a broken hammer lying on the floor. Knowing that the house was stocked with moonshine, Hawthorne was afraid to call the police. At noon when Breland was no better the police were notified. [26, 395, 209, 467]
dateline: POCATELLO, IDAHO [267, 1498, 359, 1510]
article-paragraph: The following officers were elected: S. A. T. Watkins, president; David B. Hawley, first vice president; A. L. Jackson, second vice president; Frank S. Stephens, financial secretary; Benjamin F. Mitchell, corresponding secretary; David A. McGowan, treasurer. [620, 255, 808, 316]
herbs-ad [1260, 709, 1465, 753]
dateline: FULTON, KY. [89, 1982, 146, 1993]
dateline: PINEVILLE, KY. [83, 1457, 151, 1468]
filler-paragraph: Mr. and Mrs. visited relatives here last week and returned home. The church held its annual services with a large attendance. Friends gathered at the home of the family for a pleasant evening. Mrs. entertained the club members at her residence Thursday afternoon. The Thanksgiving program was well attended and enjoyed by all present. Rev. preached an inspiring sermon Sunday morning to a large congregation. [1476, 1250, 1674, 1330]
filler-paragraph: Mr. and Mrs. visited relatives here last week and returned home. The church held its annual services with a large attendance. Friends gathered at the home of the family for a pleasant evening. Mrs. entertained the club members at her residence Thursday afternoon. The Thanksgiving program was well attended and enjoyed by all present. Rev. preached an inspiring sermon Sunday morning to a large congregation. [1476, 136, 1674, 215]
ad-auto-instruction: AUTO INSTRUCTION [854, 988, 974, 1003]
filler-paragraph: Mr. and Mrs. visited relatives here last week and returned home. The church held its annual services with a large attendance. Friends gathered at the home of the family for a pleasant evening. Mrs. entertained the club members at her residence Thursday afternoon. The Thanksgiving program was well attended and enjoyed by all present. Rev. preached an inspiring sermon Sunday morning to a large congregation. [1476, 1352, 1674, 1432]
filler-paragraph: Mr. and Mrs. visited relatives here last week and returned home. The church held its annual services with a large attendance. Friends gathered at the home of the family for a pleasant evening. Mrs. entertained the club members at her residence Thursday afternoon. The Thanksgiving program was well attended and enjoyed by all present. Rev. preached an inspiring sermon Sunday morning to a large congregation. [26, 2091, 209, 2183]
filler-paragraph: Mr. and Mrs. visited relatives here last week and returned home. The church held its annual services with a large attendance. Friends gathered at the home of the family for a pleasant evening. Mrs. entertained the club members at her residence Thursday afternoon. The Thanksgiving program was well attended and enjoyed by all present. Rev. preached an inspiring sermon Sunday morning to a large congregation. [819, 432, 1009, 512]
headline-luncheon: NEW IDEAS ARE OUTLINED TO BUSINESS MEN AT LUNCHEON [425, 75, 601, 153]
section-autos: AUTOMOBILES FOR SALE [1260, 1202, 1465, 1223]
filler-paragraph: Mr. and Mrs. visited relatives here last week and returned home. The church held its annual services with a large attendance. Friends gathered at the home of the family for a pleasant evening. Mrs. entertained the club members at her residence Thursday afternoon. The Thanksgiving program was well attended and enjoyed by all present. Rev. preached an inspiring sermon Sunday morning to a large congregation. [819, 1270, 1009, 1350]
filler-paragraph: Mr. and Mrs. visited relatives here last week and returned home. The church held its annual services with a large attendance. Friends gathered at the home of the family for a pleasant evening. Mrs. entertained the club members at her residence Thursday afternoon. The Thanksgiving program was well attended and enjoyed by all present. Rev. preached an inspiring sermon Sunday morning to a large congregation. [1020, 829, 1249, 898]
article-paragraph: The person responsible for his death had struck him on the back of the neck with a hammer, causing a fracture and paralysis at the base of the neck, which caused his death in a few hours. [26, 250, 209, 291]
ad-line: SEND FOR FREE CIRCULAR [1306, 651, 1420, 662]
filler-paragraph: Mr. and Mrs. visited relatives here last week and returned home. The church held its annual services with a large attendance. Friends gathered at the home of the family for a pleasant evening. Mrs. entertained the club members at her residence Thursday afternoon. The Thanksgiving program was well attended and enjoyed by all present. Rev. preached an inspiring sermon Sunday morning to a large congregation. [1020, 1408, 1249, 1478]
section-deaths: DEATHS [819, 78, 1009, 99]
herbs-ad [1260, 489, 1465, 533]
section-lost-relatives: LOST RELATIVES [620, 1555, 808, 1576]
article-appomattox [620, 72, 808, 972]
article-paragraph: Editor Robert S. Abbott, who recently returned from a trip East, spoke on the "Insight of Business Men." He told of how the business men of the East are organizing. Mr. Abbott stated that Chicagoans lead in unity and cooperation, being more closely allied as compared to eastern merchants, bankers and brokers. [417, 258, 609, 320]
dateline: CHANDLER, OKLA. [470, 1142, 556, 1153]
filler-paragraph: Mr. and Mrs. visited relatives here last week and returned home. The church held its annual services with a large attendance. Friends gathered at the home of the family for a pleasant evening. Mrs. entertained the club members at her residence Thursday afternoon. The Thanksgiving program was well attended and enjoyed by all present. Rev. preached an inspiring sermon Sunday morning to a large congregation. [1020, 1045, 1249, 1116]
article-paragraph: "But it is well to recognize that these difficulties are to a large extent local problems which must be worked out by the mutual forbearance and human kindness of each community. Such a method gives much more promise of a real remedy than outside interference." [229, 509, 397, 581]
section-contractors: CONTRACTORS [1476, 1192, 1674, 1213]
filler-paragraph: Mr. and Mrs. visited relatives here last week and returned home. The church held its annual services with a large attendance. Friends gathered at the home of the family for a pleasant evening. Mrs. entertained the club members at her residence Thursday afternoon. The Thanksgiving program was well attended and enjoyed by all present. Rev. preached an inspiring sermon Sunday morning to a large congregation. [819, 1187, 1009, 1267]
article-coolidge [220, 72, 406, 972]
coolidge-box [220, 76, 406, 638]
ad-line: OFFICE PHONE DOUGLAS 8265 [852, 612, 977, 622]
section-magazines: MAGAZINES [1476, 1629, 1674, 1650]
filler-paragraph: Mr. and Mrs. visited relatives here last week and returned home. The church held its annual services with a large attendance. Friends gathered at the home of the family for a pleasant evening. Mrs. entertained the club members at her residence Thursday afternoon. The Thanksgiving program was well attended and enjoyed by all present. Rev. preached an inspiring sermon Sunday morning to a large congregation. [1260, 1426, 1465, 1497]
section-motors: FOR SALE—MOTORS [1476, 1812, 1674, 1833]
classifieds-col6 [1020, 72, 1249, 2131]
article-paragraph: President Coolidge, in his first message to Congress, took a patriotic position regarding the rights of the Race as American citizens. Roosevelt was never braver than Coolidge in standing for equal rights. [229, 156, 397, 208]
section-offices: OFFICES FOR RENT [1476, 1739, 1674, 1760]
section-hotels: HOTELS [1476, 1839, 1674, 1860]
herbs-title: HERBS [1313, 489, 1455, 532]
column-rule [1015, 72, 1016, 2131]
filler-paragraph: Mr. and Mrs. visited relatives here last week and returned home. The church held its annual services with a large attendance. Friends gathered at the home of the family for a pleasant evening. Mrs. entertained the club members at her residence Thursday afternoon. The Thanksgiving program was well attended and enjoyed by all present. Rev. preached an inspiring sermon Sunday morning to a large congregation. [26, 1261, 209, 1355]
dateline: CYNTHIANA, KY. [79, 1043, 154, 1053]
quote-block: "THE CONGRESS OUGHT TO EXERCISE ALL ITS POWERS OF PREVENTION AND PUNISHMENT AGAINST THE HIDEOUS CRIME OF LYNCHING, OF WHICH THE NEGROES ARE BY NO MEANS THE SOLE SUFFERERS, BUT FOR WHICH THEY FURNISH A MAJORITY OF THE VICTIMS." [229, 312, 397, 405]
ad-line: A GENERAL ASTROLOGICAL LIFE READING [1278, 628, 1448, 651]
strange-power: STRANGE POWER [1305, 275, 1421, 291]
